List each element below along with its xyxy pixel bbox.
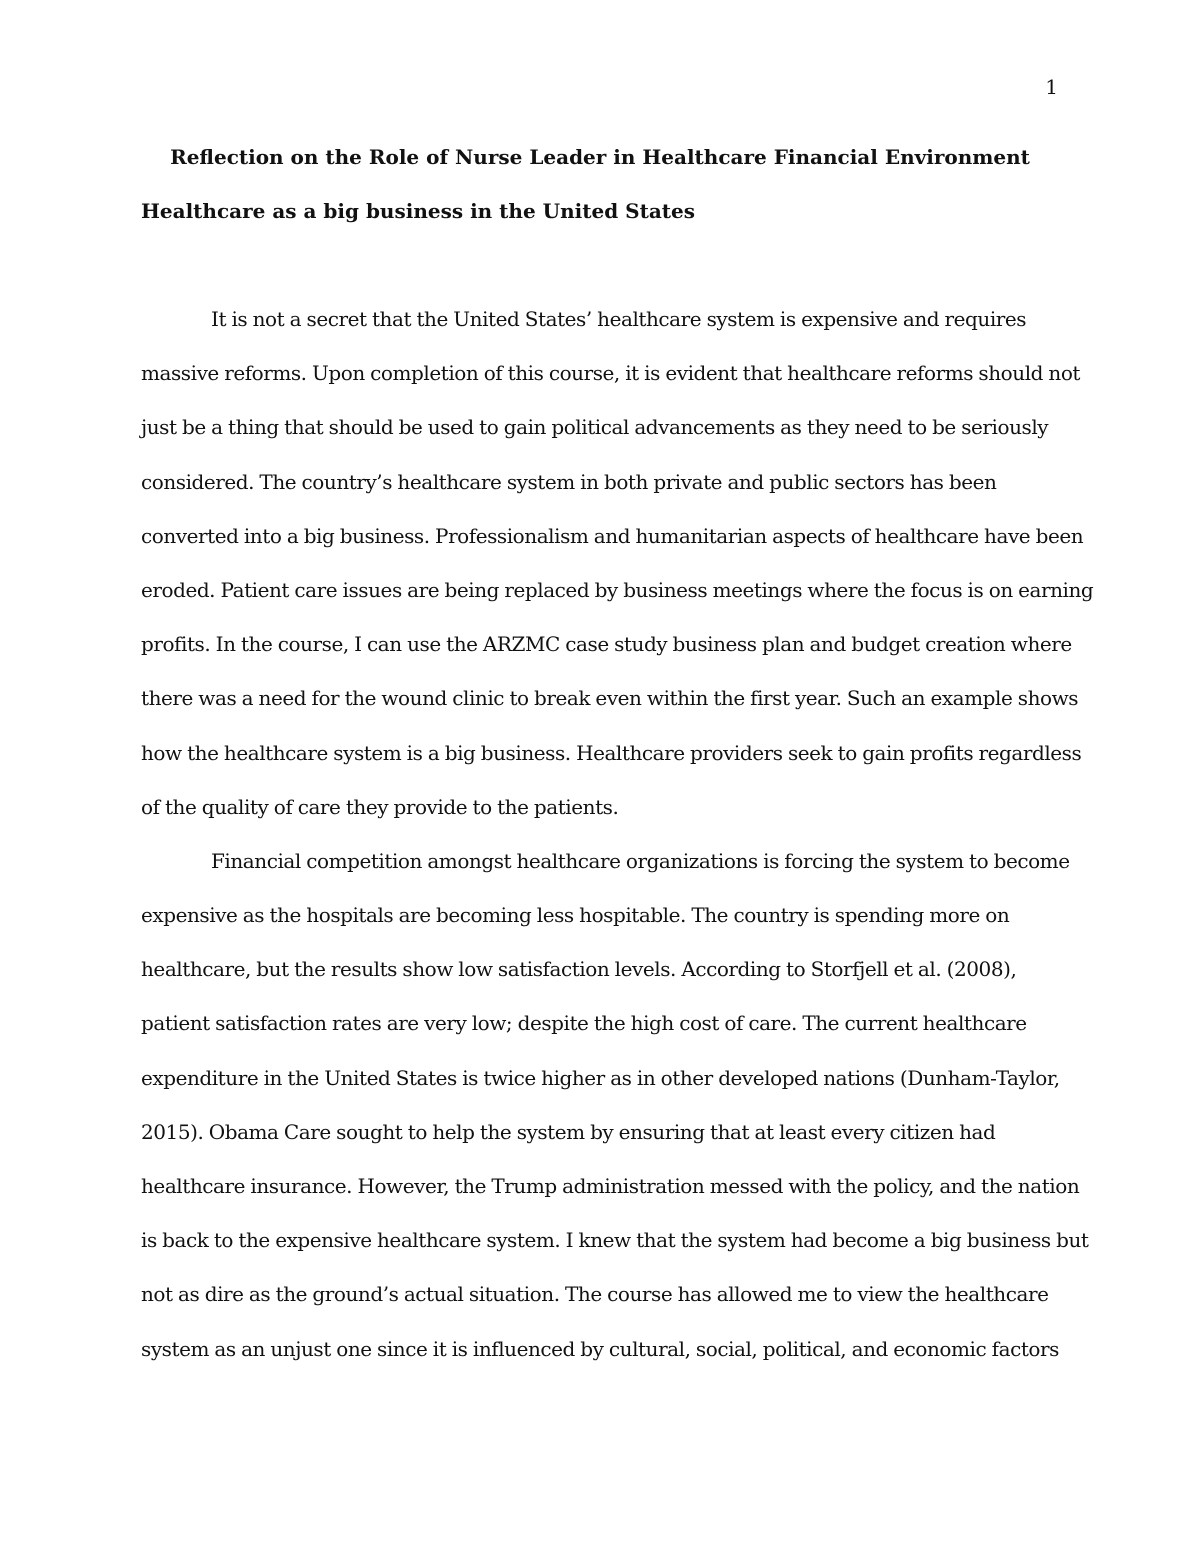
body-text — [141, 307, 1094, 1391]
paragraph-line: massive reforms. Upon completion of this course, it is evident that healthcare reforms should not — [141, 361, 1081, 386]
section-heading: Healthcare as a big business in the United States — [141, 199, 696, 223]
document-title: Reflection on the Role of Nurse Leader in Healthcare Financial Environment — [170, 145, 1030, 169]
paragraph-line: healthcare insurance. However, the Trump administration messed with the policy, and the nation — [141, 1174, 1080, 1198]
paragraph-line: there was a need for the wound clinic to break even within the first year. Such an example shows — [141, 686, 1079, 711]
paragraph-line: expenditure in the United States is twice higher as in other developed nations (Dunham-Taylor, — [141, 1065, 1060, 1090]
paragraph-line: It is not a secret that the United States’ healthcare system is expensive and requires — [211, 307, 1027, 331]
paragraph-line: profits. In the course, I can use the ARZMC case study business plan and budget creation where — [141, 632, 1072, 657]
paragraph-line: expensive as the hospitals are becoming less hospitable. The country is spending more on — [141, 903, 1010, 928]
paragraph-line: Financial competition amongst healthcare organizations is forcing the system to become — [211, 848, 1070, 873]
paragraph-line: just be a thing that should be used to gain political advancements as they need to be seriously — [141, 415, 1049, 440]
paragraph-line: eroded. Patient care issues are being replaced by business meetings where the focus is on earning — [141, 577, 1094, 602]
page-number: 1 — [1045, 75, 1058, 99]
paragraph-line: how the healthcare system is a big business. Healthcare providers seek to gain profits regardless — [141, 740, 1082, 765]
paragraph-line: considered. The country’s healthcare system in both private and public sectors has been — [141, 469, 997, 494]
paragraph-line: patient satisfaction rates are very low; despite the high cost of care. The current healthcare — [141, 1011, 1027, 1036]
paragraph-line: converted into a big business. Professionalism and humanitarian aspects of healthcare have been — [141, 523, 1084, 548]
paragraph-line: of the quality of care they provide to the patients. — [141, 794, 619, 819]
paragraph-line: is back to the expensive healthcare system. I knew that the system had become a big business but — [141, 1228, 1089, 1253]
paragraph-line: healthcare, but the results show low satisfaction levels. According to Storfjell et al. (2008), — [141, 957, 1017, 982]
paragraph-line: 2015). Obama Care sought to help the system by ensuring that at least every citizen had — [141, 1119, 996, 1144]
paragraph-line: not as dire as the ground’s actual situation. The course has allowed me to view the healthcare — [141, 1282, 1049, 1307]
paragraph-line: system as an unjust one since it is influenced by cultural, social, political, and economic factors — [141, 1336, 1059, 1361]
